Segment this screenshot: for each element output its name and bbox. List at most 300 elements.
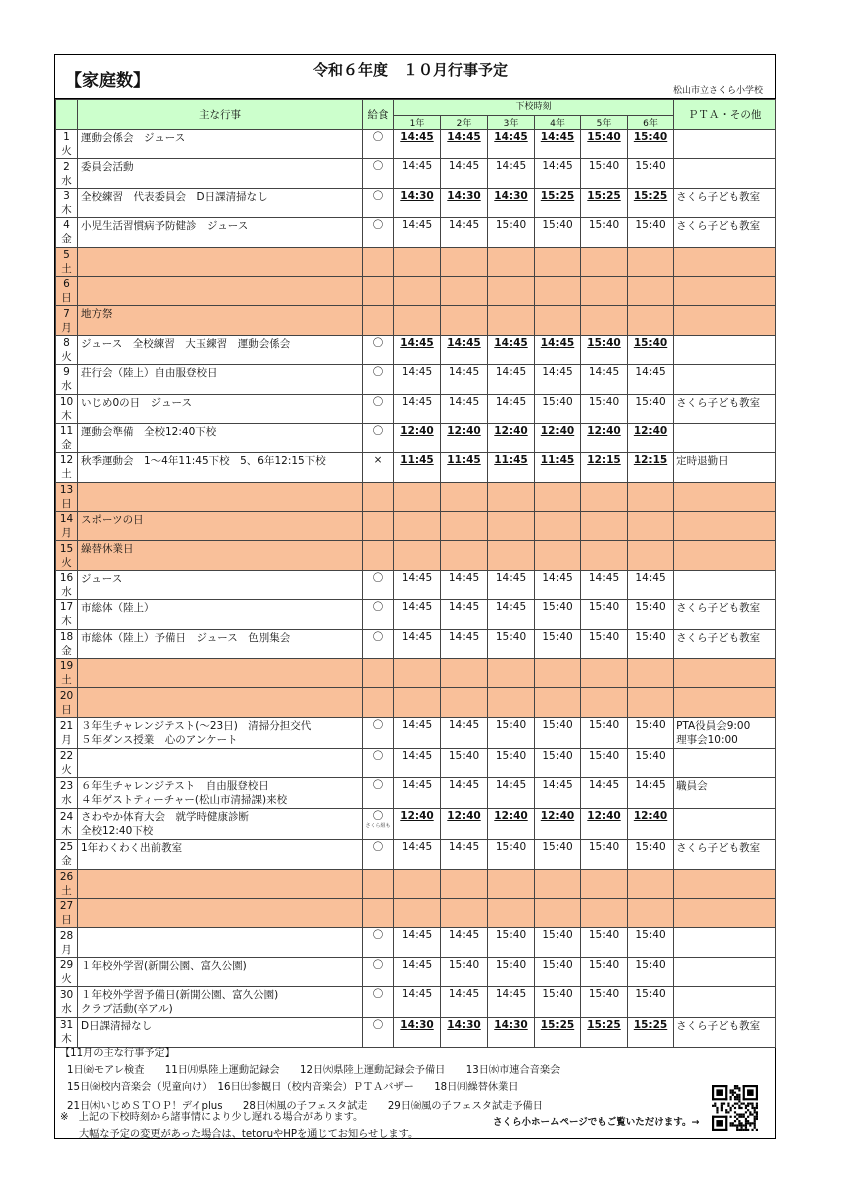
dismissal-time: 15:40 bbox=[488, 840, 535, 869]
pta-cell bbox=[674, 218, 776, 247]
meal-mark: 〇 bbox=[372, 958, 384, 971]
date-number: 5 bbox=[63, 248, 70, 261]
date-cell bbox=[56, 778, 78, 809]
dismissal-time: 15:25 bbox=[581, 1018, 628, 1047]
dismissal-time bbox=[628, 482, 674, 511]
table-row bbox=[56, 423, 776, 452]
dismissal-time: 14:45 bbox=[441, 987, 488, 1018]
sheet-header bbox=[55, 55, 775, 99]
date-cell bbox=[56, 423, 78, 452]
table-row bbox=[56, 778, 776, 809]
meal-cell bbox=[363, 957, 394, 986]
events-cell bbox=[78, 688, 363, 717]
dismissal-time bbox=[441, 247, 488, 276]
date-cell bbox=[56, 218, 78, 247]
meal-mark: × bbox=[373, 454, 383, 467]
meal-cell bbox=[363, 306, 394, 335]
pta-text: さくら子ども教室 bbox=[676, 396, 761, 409]
pta-cell bbox=[674, 541, 776, 570]
date-number: 2 bbox=[63, 160, 70, 173]
dismissal-time: 15:40 bbox=[628, 717, 674, 748]
date-cell bbox=[56, 840, 78, 869]
dismissal-time: 15:40 bbox=[535, 717, 581, 748]
dismissal-time bbox=[628, 688, 674, 717]
pta-text: さくら子ども教室 bbox=[676, 842, 761, 855]
weekday: 木 bbox=[61, 615, 72, 628]
table-row bbox=[56, 957, 776, 986]
date-number: 12 bbox=[59, 454, 74, 467]
dismissal-time: 15:40 bbox=[581, 928, 628, 957]
november-line-2: 15日㈮校内音楽会（児童向け） 16日㈯参観日（校内音楽会）ＰＴＡバザー 18日㈪繰替休業日 bbox=[67, 1082, 519, 1093]
dismissal-time: 15:40 bbox=[628, 600, 674, 629]
meal-mark: 〇 bbox=[372, 219, 384, 232]
page-title: 令和６年度 １０月行事予定 bbox=[313, 61, 509, 79]
event-text: 市総体（陸上）予備日 ジュース 色別集会 bbox=[81, 631, 291, 644]
weekday: 日 bbox=[61, 497, 72, 510]
date-number: 15 bbox=[59, 542, 74, 555]
dismissal-time bbox=[394, 541, 441, 570]
table-row bbox=[56, 276, 776, 305]
dismissal-time: 14:45 bbox=[394, 218, 441, 247]
dismissal-time: 15:40 bbox=[535, 629, 581, 658]
dismissal-time: 14:45 bbox=[441, 570, 488, 599]
dismissal-time: 15:40 bbox=[581, 600, 628, 629]
dismissal-time: 14:45 bbox=[394, 600, 441, 629]
events-cell bbox=[78, 512, 363, 541]
dismissal-time: 15:40 bbox=[628, 159, 674, 188]
meal-cell bbox=[363, 717, 394, 748]
footer bbox=[55, 1041, 775, 1138]
weekday: 月 bbox=[61, 943, 72, 956]
meal-cell bbox=[363, 778, 394, 809]
events-cell bbox=[78, 306, 363, 335]
pta-cell bbox=[674, 335, 776, 364]
dismissal-time bbox=[628, 898, 674, 927]
events-cell bbox=[78, 335, 363, 364]
table-row bbox=[56, 365, 776, 394]
dismissal-time: 14:45 bbox=[441, 928, 488, 957]
dismissal-time: 15:40 bbox=[488, 928, 535, 957]
event-text: ５年ダンス授業 心のアンケート bbox=[81, 733, 238, 746]
dismissal-time: 15:40 bbox=[581, 748, 628, 777]
november-line-1: 1日㈮モアレ検査 11日㈪県陸上運動記録会 12日㈫県陸上運動記録会予備日 13日㈬市連合音楽会 bbox=[67, 1065, 561, 1076]
weekday: 木 bbox=[61, 203, 72, 216]
events-cell bbox=[78, 778, 363, 809]
dismissal-time: 12:40 bbox=[581, 809, 628, 840]
dismissal-time: 14:45 bbox=[394, 394, 441, 423]
dismissal-time: 11:45 bbox=[441, 453, 488, 482]
dismissal-time: 15:40 bbox=[581, 159, 628, 188]
dismissal-time: 14:45 bbox=[535, 335, 581, 364]
pta-text: さくら子ども教室 bbox=[676, 220, 761, 233]
events-cell bbox=[78, 928, 363, 957]
event-text: 繰替休業日 bbox=[81, 543, 134, 556]
date-cell bbox=[56, 365, 78, 394]
pta-cell bbox=[674, 482, 776, 511]
dismissal-time: 15:40 bbox=[628, 928, 674, 957]
events-cell bbox=[78, 130, 363, 159]
meal-mark: 〇 bbox=[372, 366, 384, 379]
events-cell bbox=[78, 748, 363, 777]
date-number: 3 bbox=[63, 189, 70, 202]
meal-cell bbox=[363, 748, 394, 777]
dismissal-time: 14:45 bbox=[394, 840, 441, 869]
dismissal-time bbox=[535, 869, 581, 898]
events-header: 主な行事 bbox=[78, 100, 363, 130]
dismissal-time: 14:45 bbox=[488, 778, 535, 809]
table-row bbox=[56, 898, 776, 927]
date-cell bbox=[56, 987, 78, 1018]
dismissal-time: 14:30 bbox=[488, 188, 535, 217]
dismissal-time: 15:40 bbox=[535, 840, 581, 869]
pta-cell bbox=[674, 957, 776, 986]
dismissal-time: 15:40 bbox=[535, 218, 581, 247]
pta-cell bbox=[674, 394, 776, 423]
dismissal-time: 14:30 bbox=[394, 1018, 441, 1047]
dismissal-time bbox=[581, 541, 628, 570]
date-cell bbox=[56, 869, 78, 898]
pta-text: PTA役員会9:00 bbox=[676, 719, 751, 732]
dismissal-time: 14:45 bbox=[488, 159, 535, 188]
dismissal-time: 15:25 bbox=[535, 1018, 581, 1047]
meal-cell bbox=[363, 365, 394, 394]
events-cell bbox=[78, 365, 363, 394]
pta-cell bbox=[674, 717, 776, 748]
dismissal-time bbox=[394, 869, 441, 898]
table-row bbox=[56, 688, 776, 717]
dismissal-time: 14:45 bbox=[441, 717, 488, 748]
pta-text: 職員会 bbox=[676, 780, 708, 793]
pta-cell bbox=[674, 898, 776, 927]
events-cell bbox=[78, 629, 363, 658]
event-text: 小児生活習慣病予防健診 ジュース bbox=[81, 220, 249, 233]
dismissal-time: 15:40 bbox=[581, 394, 628, 423]
table-row bbox=[56, 928, 776, 957]
dismissal-time: 14:45 bbox=[488, 600, 535, 629]
meal-cell bbox=[363, 570, 394, 599]
meal-cell bbox=[363, 423, 394, 452]
events-cell bbox=[78, 482, 363, 511]
meal-cell bbox=[363, 987, 394, 1018]
dismissal-time: 14:45 bbox=[394, 159, 441, 188]
event-text: 秋季運動会 1～4年11:45下校 5、6年12:15下校 bbox=[81, 455, 326, 468]
table-row bbox=[56, 335, 776, 364]
table-row bbox=[56, 218, 776, 247]
dismissal-time: 15:40 bbox=[441, 748, 488, 777]
dismissal-time: 14:45 bbox=[394, 717, 441, 748]
dismissal-time: 14:45 bbox=[535, 570, 581, 599]
dismissal-time: 14:45 bbox=[441, 335, 488, 364]
meal-cell bbox=[363, 600, 394, 629]
dismissal-time bbox=[628, 247, 674, 276]
weekday: 土 bbox=[61, 468, 72, 481]
pta-cell bbox=[674, 306, 776, 335]
dismissal-time bbox=[441, 482, 488, 511]
date-number: 31 bbox=[59, 1019, 74, 1032]
dismissal-time: 14:45 bbox=[441, 600, 488, 629]
dismissal-time: 14:45 bbox=[394, 130, 441, 159]
event-text: １年校外学習(新開公園、富久公園) bbox=[81, 959, 247, 972]
meal-mark: 〇 bbox=[372, 1019, 384, 1032]
dismissal-time: 14:30 bbox=[441, 1018, 488, 1047]
dismissal-time bbox=[394, 659, 441, 688]
dismissal-time: 14:45 bbox=[441, 218, 488, 247]
events-cell bbox=[78, 453, 363, 482]
dismissal-time bbox=[394, 898, 441, 927]
dismissal-time bbox=[441, 541, 488, 570]
pta-cell bbox=[674, 987, 776, 1018]
pta-text: さくら子ども教室 bbox=[676, 190, 761, 203]
dismissal-time bbox=[581, 512, 628, 541]
dismissal-time bbox=[488, 306, 535, 335]
weekday: 月 bbox=[61, 733, 72, 746]
dismissal-time bbox=[488, 247, 535, 276]
grade-header: 3年 bbox=[488, 116, 535, 130]
dismissal-time bbox=[535, 482, 581, 511]
dismissal-time: 12:40 bbox=[628, 423, 674, 452]
dismissal-time bbox=[581, 869, 628, 898]
dismissal-time: 15:40 bbox=[581, 335, 628, 364]
dismissal-time: 15:40 bbox=[581, 629, 628, 658]
grade-header: 1年 bbox=[394, 116, 441, 130]
date-number: 9 bbox=[63, 366, 70, 379]
weekday: 火 bbox=[61, 556, 72, 569]
table-row bbox=[56, 188, 776, 217]
meal-note: さくら組も bbox=[365, 823, 391, 830]
pta-cell bbox=[674, 512, 776, 541]
date-number: 26 bbox=[59, 870, 74, 883]
dismissal-time: 15:40 bbox=[535, 600, 581, 629]
table-row bbox=[56, 394, 776, 423]
dismissal-time bbox=[535, 898, 581, 927]
meal-header: 給食 bbox=[363, 100, 394, 130]
dismissal-time: 14:45 bbox=[441, 394, 488, 423]
pta-cell bbox=[674, 600, 776, 629]
event-text: ６年生チャレンジテスト 自由服登校日 bbox=[81, 780, 269, 793]
day-header bbox=[56, 100, 78, 130]
date-cell bbox=[56, 748, 78, 777]
meal-cell bbox=[363, 809, 394, 840]
date-cell bbox=[56, 688, 78, 717]
weekday: 水 bbox=[61, 1003, 72, 1016]
table-row bbox=[56, 869, 776, 898]
homepage-note: さくら小ホームページでもご覧いただけます。→ bbox=[493, 1117, 700, 1128]
meal-cell bbox=[363, 840, 394, 869]
meal-cell bbox=[363, 541, 394, 570]
dismissal-time: 12:40 bbox=[628, 809, 674, 840]
dismissal-time: 12:40 bbox=[535, 809, 581, 840]
date-number: 1 bbox=[63, 131, 70, 144]
table-row bbox=[56, 512, 776, 541]
weekday: 火 bbox=[61, 145, 72, 158]
date-number: 22 bbox=[59, 750, 74, 762]
dismissal-time: 14:45 bbox=[441, 159, 488, 188]
pta-cell bbox=[674, 130, 776, 159]
pta-cell bbox=[674, 688, 776, 717]
date-number: 25 bbox=[59, 841, 74, 854]
dismissal-time: 14:45 bbox=[628, 778, 674, 809]
meal-cell bbox=[363, 928, 394, 957]
dismissal-time: 14:45 bbox=[488, 987, 535, 1018]
pta-text: さくら子ども教室 bbox=[676, 1020, 761, 1033]
dismissal-time: 15:40 bbox=[535, 928, 581, 957]
dismissal-time: 15:40 bbox=[581, 130, 628, 159]
pta-cell bbox=[674, 423, 776, 452]
dismissal-time: 15:40 bbox=[628, 629, 674, 658]
events-cell bbox=[78, 423, 363, 452]
date-number: 17 bbox=[59, 601, 74, 614]
table-row bbox=[56, 600, 776, 629]
events-cell bbox=[78, 809, 363, 840]
dismissal-time: 15:25 bbox=[581, 188, 628, 217]
meal-mark: 〇 bbox=[372, 601, 384, 614]
dismissal-time: 14:45 bbox=[441, 629, 488, 658]
event-text: 1年わくわく出前教室 bbox=[81, 842, 183, 855]
grade-header: 2年 bbox=[441, 116, 488, 130]
meal-cell bbox=[363, 159, 394, 188]
dismissal-time bbox=[535, 541, 581, 570]
table-row bbox=[56, 570, 776, 599]
events-cell bbox=[78, 218, 363, 247]
weekday: 土 bbox=[61, 884, 72, 897]
pta-cell bbox=[674, 365, 776, 394]
meal-cell bbox=[363, 218, 394, 247]
pta-cell bbox=[674, 748, 776, 777]
dismissal-time bbox=[581, 688, 628, 717]
meal-cell bbox=[363, 453, 394, 482]
event-text: 荘行会（陸上）自由服登校日 bbox=[81, 367, 218, 380]
dismissal-time bbox=[581, 482, 628, 511]
weekday: 金 bbox=[61, 855, 72, 868]
meal-cell bbox=[363, 629, 394, 658]
dismissal-time: 14:45 bbox=[488, 570, 535, 599]
events-cell bbox=[78, 394, 363, 423]
dismissal-time: 15:40 bbox=[581, 717, 628, 748]
weekday: 水 bbox=[61, 794, 72, 807]
pta-cell bbox=[674, 778, 776, 809]
dismissal-time bbox=[535, 247, 581, 276]
dismissal-time bbox=[394, 306, 441, 335]
dismissal-time: 12:40 bbox=[581, 423, 628, 452]
table-row bbox=[56, 987, 776, 1018]
table-row bbox=[56, 717, 776, 748]
date-cell bbox=[56, 928, 78, 957]
event-text: 運動会準備 全校12:40下校 bbox=[81, 425, 217, 438]
events-cell bbox=[78, 957, 363, 986]
weekday: 日 bbox=[61, 914, 72, 927]
date-cell bbox=[56, 276, 78, 305]
dismissal-time: 15:40 bbox=[628, 218, 674, 247]
dismissal-time: 15:40 bbox=[628, 335, 674, 364]
qr-code-icon[interactable] bbox=[712, 1085, 758, 1131]
weekday: 水 bbox=[61, 174, 72, 187]
events-cell bbox=[78, 541, 363, 570]
grade-header: 4年 bbox=[535, 116, 581, 130]
table-row bbox=[56, 809, 776, 840]
date-cell bbox=[56, 482, 78, 511]
date-number: 6 bbox=[63, 278, 70, 291]
weekday: 木 bbox=[61, 409, 72, 422]
dismissal-time: 14:45 bbox=[628, 570, 674, 599]
dismissal-time: 15:40 bbox=[441, 957, 488, 986]
date-number: 16 bbox=[59, 572, 74, 585]
meal-mark: 〇 bbox=[372, 929, 384, 942]
dismissal-time: 14:30 bbox=[441, 188, 488, 217]
meal-cell bbox=[363, 898, 394, 927]
dismissal-time bbox=[535, 512, 581, 541]
pta-cell bbox=[674, 629, 776, 658]
meal-mark: 〇 bbox=[372, 841, 384, 854]
date-cell bbox=[56, 659, 78, 688]
november-heading: 【11月の主な行事予定】 bbox=[60, 1048, 175, 1059]
dismissal-time: 15:40 bbox=[488, 717, 535, 748]
dismissal-time bbox=[581, 659, 628, 688]
dismissal-time: 11:45 bbox=[535, 453, 581, 482]
date-number: 29 bbox=[59, 958, 74, 971]
dismissal-time bbox=[441, 688, 488, 717]
event-text: スポーツの日 bbox=[81, 514, 144, 527]
dismissal-time: 15:40 bbox=[535, 748, 581, 777]
dismissal-time: 14:45 bbox=[535, 130, 581, 159]
dismissal-time bbox=[488, 512, 535, 541]
dismissal-time: 14:30 bbox=[394, 188, 441, 217]
meal-cell bbox=[363, 482, 394, 511]
date-number: 13 bbox=[59, 483, 74, 496]
meal-mark: 〇 bbox=[372, 160, 384, 173]
event-text: ジュース 全校練習 大玉練習 運動会係会 bbox=[81, 337, 291, 350]
dismissal-time: 15:40 bbox=[488, 957, 535, 986]
dismissal-time: 12:40 bbox=[488, 809, 535, 840]
meal-cell bbox=[363, 130, 394, 159]
pta-text: さくら子ども教室 bbox=[676, 602, 761, 615]
dismissal-time bbox=[628, 512, 674, 541]
date-cell bbox=[56, 335, 78, 364]
dismissal-time: 14:45 bbox=[581, 570, 628, 599]
table-row bbox=[56, 130, 776, 159]
table-row bbox=[56, 748, 776, 777]
event-text: ４年ゲストティーチャー(松山市清掃課)来校 bbox=[81, 794, 288, 807]
meal-mark: 〇 bbox=[372, 988, 384, 1001]
dismissal-time bbox=[488, 688, 535, 717]
meal-mark: 〇 bbox=[372, 718, 384, 731]
schedule-sheet bbox=[54, 54, 776, 1139]
date-number: 14 bbox=[59, 513, 74, 526]
dismissal-time bbox=[441, 659, 488, 688]
dismissal-time bbox=[488, 482, 535, 511]
dismissal-time: 12:15 bbox=[628, 453, 674, 482]
event-text: ジュース bbox=[81, 572, 123, 585]
weekday: 土 bbox=[61, 674, 72, 687]
date-number: 18 bbox=[59, 630, 74, 643]
date-number: 27 bbox=[59, 900, 74, 913]
dismissal-header: 下校時刻 bbox=[394, 100, 674, 116]
dismissal-time: 14:45 bbox=[628, 365, 674, 394]
family-count-label: 【家庭数】 bbox=[65, 71, 150, 91]
date-cell bbox=[56, 898, 78, 927]
dismissal-time: 15:40 bbox=[628, 987, 674, 1018]
dismissal-time bbox=[488, 898, 535, 927]
weekday: 火 bbox=[61, 764, 72, 776]
table-row bbox=[56, 629, 776, 658]
meal-mark: 〇 bbox=[372, 189, 384, 202]
dismissal-time: 12:40 bbox=[535, 423, 581, 452]
weekday: 土 bbox=[61, 262, 72, 275]
events-cell bbox=[78, 840, 363, 869]
weekday: 月 bbox=[61, 321, 72, 334]
pta-cell bbox=[674, 188, 776, 217]
pta-cell bbox=[674, 276, 776, 305]
dismissal-time: 12:40 bbox=[441, 423, 488, 452]
